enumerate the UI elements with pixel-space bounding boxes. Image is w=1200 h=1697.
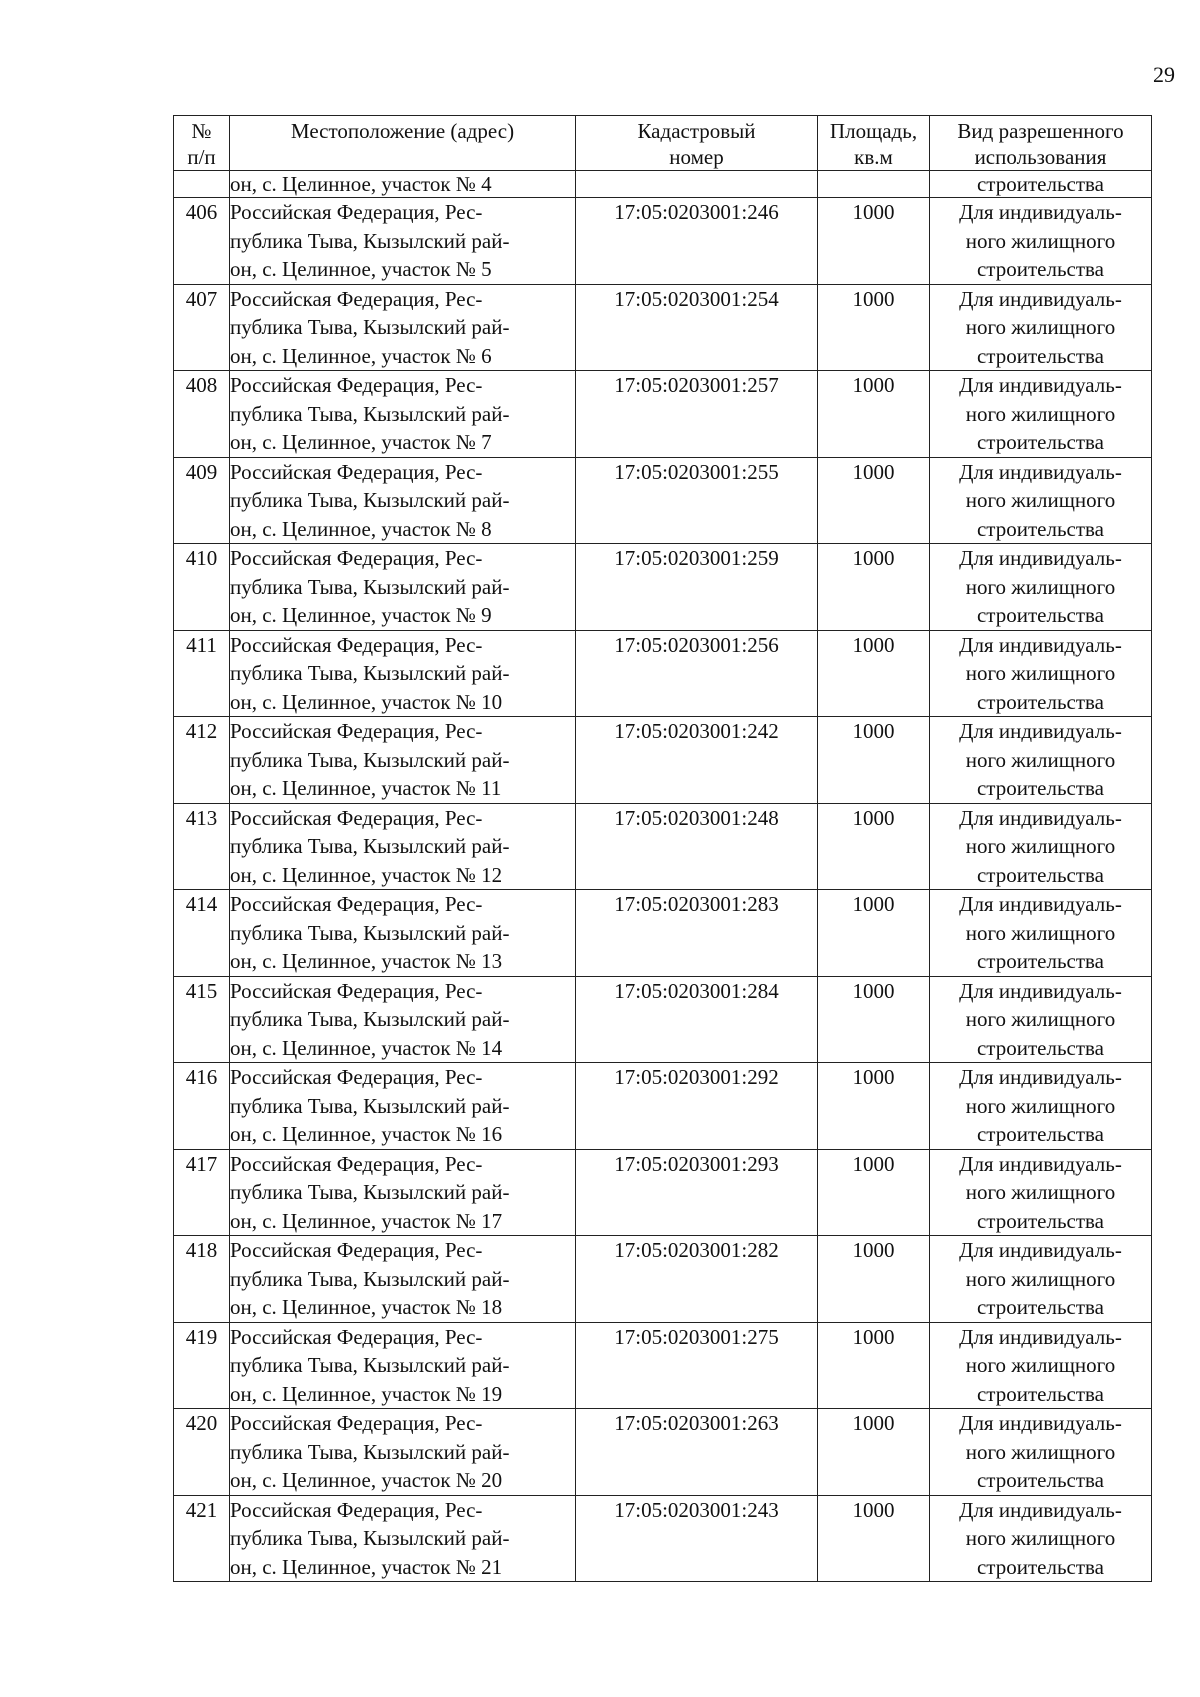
cell-num: 419 xyxy=(174,1322,230,1409)
cell-use: Для индивидуаль- ного жилищного строительства xyxy=(930,1322,1152,1409)
cell-address: Российская Федерация, Рес- публика Тыва, Кызылский рай- он, с. Целинное, участок № 7 xyxy=(230,371,576,458)
cell-use: Для индивидуаль- ного жилищного строительства xyxy=(930,630,1152,717)
cell-address: Российская Федерация, Рес- публика Тыва, Кызылский рай- он, с. Целинное, участок № 21 xyxy=(230,1495,576,1582)
cell-cadastral: 17:05:0203001:256 xyxy=(576,630,818,717)
cell-address: Российская Федерация, Рес- публика Тыва, Кызылский рай- он, с. Целинное, участок № 16 xyxy=(230,1063,576,1150)
cell-address: Российская Федерация, Рес- публика Тыва, Кызылский рай- он, с. Целинное, участок № 11 xyxy=(230,717,576,804)
cell-num: 421 xyxy=(174,1495,230,1582)
cell-num xyxy=(174,171,230,198)
header-address xyxy=(230,116,576,171)
cell-use: Для индивидуаль- ного жилищного строительства xyxy=(930,1495,1152,1582)
table-row xyxy=(174,976,1152,1063)
cell-cadastral: 17:05:0203001:248 xyxy=(576,803,818,890)
cell-num: 420 xyxy=(174,1409,230,1496)
cell-num: 407 xyxy=(174,284,230,371)
cell-area: 1000 xyxy=(818,457,930,544)
header-use-line: использования xyxy=(974,145,1107,169)
cell-cadastral: 17:05:0203001:292 xyxy=(576,1063,818,1150)
cell-address: Российская Федерация, Рес- публика Тыва, Кызылский рай- он, с. Целинное, участок № 13 xyxy=(230,890,576,977)
cell-cadastral: 17:05:0203001:263 xyxy=(576,1409,818,1496)
cell-cadastral: 17:05:0203001:242 xyxy=(576,717,818,804)
cell-cadastral xyxy=(576,171,818,198)
cell-address: Российская Федерация, Рес- публика Тыва, Кызылский рай- он, с. Целинное, участок № 9 xyxy=(230,544,576,631)
cell-area: 1000 xyxy=(818,198,930,285)
cell-num: 409 xyxy=(174,457,230,544)
table-row xyxy=(174,284,1152,371)
header-num xyxy=(174,116,230,171)
cell-use: Для индивидуаль- ного жилищного строительства xyxy=(930,371,1152,458)
cell-num: 413 xyxy=(174,803,230,890)
header-cadastral-line: Кадастровый xyxy=(637,119,756,143)
cell-area: 1000 xyxy=(818,1409,930,1496)
cell-num: 406 xyxy=(174,198,230,285)
cell-cadastral: 17:05:0203001:255 xyxy=(576,457,818,544)
cell-address: он, с. Целинное, участок № 4 xyxy=(230,171,576,198)
cell-cadastral: 17:05:0203001:243 xyxy=(576,1495,818,1582)
cell-cadastral: 17:05:0203001:283 xyxy=(576,890,818,977)
header-num-line: № xyxy=(191,119,212,143)
cell-area: 1000 xyxy=(818,717,930,804)
cell-use: Для индивидуаль- ного жилищного строительства xyxy=(930,890,1152,977)
cell-num: 408 xyxy=(174,371,230,458)
header-cadastral-line: номер xyxy=(669,145,724,169)
header-cadastral xyxy=(576,116,818,171)
header-address-line: Местоположение (адрес) xyxy=(290,119,515,143)
cell-cadastral: 17:05:0203001:293 xyxy=(576,1149,818,1236)
cell-address: Российская Федерация, Рес- публика Тыва, Кызылский рай- он, с. Целинное, участок № 8 xyxy=(230,457,576,544)
table-header-row xyxy=(174,116,1152,171)
header-num-line: п/п xyxy=(187,145,216,169)
cell-address: Российская Федерация, Рес- публика Тыва, Кызылский рай- он, с. Целинное, участок № 17 xyxy=(230,1149,576,1236)
cell-address: Российская Федерация, Рес- публика Тыва, Кызылский рай- он, с. Целинное, участок № 18 xyxy=(230,1236,576,1323)
cell-use: Для индивидуаль- ного жилищного строительства xyxy=(930,457,1152,544)
table-row xyxy=(174,1236,1152,1323)
cell-use: Для индивидуаль- ного жилищного строительства xyxy=(930,1409,1152,1496)
table-row xyxy=(174,198,1152,285)
header-area-line: Площадь, xyxy=(829,119,918,143)
cell-area: 1000 xyxy=(818,976,930,1063)
cell-cadastral: 17:05:0203001:284 xyxy=(576,976,818,1063)
cell-cadastral: 17:05:0203001:259 xyxy=(576,544,818,631)
cell-area: 1000 xyxy=(818,544,930,631)
cell-area: 1000 xyxy=(818,1495,930,1582)
table-row xyxy=(174,1322,1152,1409)
table-row xyxy=(174,1495,1152,1582)
cell-area: 1000 xyxy=(818,1236,930,1323)
header-use xyxy=(930,116,1152,171)
cell-use: Для индивидуаль- ного жилищного строительства xyxy=(930,284,1152,371)
table-row xyxy=(174,803,1152,890)
table-row xyxy=(174,457,1152,544)
cell-num: 410 xyxy=(174,544,230,631)
cell-num: 411 xyxy=(174,630,230,717)
table-row xyxy=(174,1149,1152,1236)
cell-num: 417 xyxy=(174,1149,230,1236)
land-plot-table xyxy=(173,115,1152,1582)
cell-address: Российская Федерация, Рес- публика Тыва, Кызылский рай- он, с. Целинное, участок № 14 xyxy=(230,976,576,1063)
cell-cadastral: 17:05:0203001:246 xyxy=(576,198,818,285)
cell-address: Российская Федерация, Рес- публика Тыва, Кызылский рай- он, с. Целинное, участок № 12 xyxy=(230,803,576,890)
cell-cadastral: 17:05:0203001:275 xyxy=(576,1322,818,1409)
table-row xyxy=(174,371,1152,458)
cell-use: Для индивидуаль- ного жилищного строительства xyxy=(930,1149,1152,1236)
cell-address: Российская Федерация, Рес- публика Тыва, Кызылский рай- он, с. Целинное, участок № 19 xyxy=(230,1322,576,1409)
cell-use: Для индивидуаль- ного жилищного строительства xyxy=(930,544,1152,631)
cell-area: 1000 xyxy=(818,1322,930,1409)
cell-use: Для индивидуаль- ного жилищного строительства xyxy=(930,803,1152,890)
cell-num: 414 xyxy=(174,890,230,977)
cell-area: 1000 xyxy=(818,890,930,977)
table-row xyxy=(174,630,1152,717)
cell-area xyxy=(818,171,930,198)
cell-address: Российская Федерация, Рес- публика Тыва, Кызылский рай- он, с. Целинное, участок № 6 xyxy=(230,284,576,371)
header-area xyxy=(818,116,930,171)
header-area-line: кв.м xyxy=(854,145,893,169)
cell-area: 1000 xyxy=(818,803,930,890)
table-row xyxy=(174,1063,1152,1150)
cell-use: Для индивидуаль- ного жилищного строительства xyxy=(930,1063,1152,1150)
cell-area: 1000 xyxy=(818,1149,930,1236)
cell-cadastral: 17:05:0203001:282 xyxy=(576,1236,818,1323)
cell-area: 1000 xyxy=(818,1063,930,1150)
continuation-row xyxy=(174,171,1152,198)
table-row xyxy=(174,717,1152,804)
cell-use: Для индивидуаль- ного жилищного строительства xyxy=(930,717,1152,804)
cell-area: 1000 xyxy=(818,284,930,371)
cell-num: 418 xyxy=(174,1236,230,1323)
table-row xyxy=(174,890,1152,977)
cell-area: 1000 xyxy=(818,371,930,458)
cell-num: 416 xyxy=(174,1063,230,1150)
cell-use: Для индивидуаль- ного жилищного строительства xyxy=(930,976,1152,1063)
page-number: 29 xyxy=(1153,62,1175,87)
header-use-line: Вид разрешенного xyxy=(957,119,1124,143)
cell-cadastral: 17:05:0203001:257 xyxy=(576,371,818,458)
cell-num: 415 xyxy=(174,976,230,1063)
cell-num: 412 xyxy=(174,717,230,804)
cell-address: Российская Федерация, Рес- публика Тыва, Кызылский рай- он, с. Целинное, участок № 5 xyxy=(230,198,576,285)
cell-cadastral: 17:05:0203001:254 xyxy=(576,284,818,371)
table-row xyxy=(174,1409,1152,1496)
cell-address: Российская Федерация, Рес- публика Тыва, Кызылский рай- он, с. Целинное, участок № 20 xyxy=(230,1409,576,1496)
cell-address: Российская Федерация, Рес- публика Тыва, Кызылский рай- он, с. Целинное, участок № 10 xyxy=(230,630,576,717)
cell-use: строительства xyxy=(930,171,1152,198)
cell-area: 1000 xyxy=(818,630,930,717)
cell-use: Для индивидуаль- ного жилищного строительства xyxy=(930,1236,1152,1323)
cell-use: Для индивидуаль- ного жилищного строительства xyxy=(930,198,1152,285)
table-row xyxy=(174,544,1152,631)
